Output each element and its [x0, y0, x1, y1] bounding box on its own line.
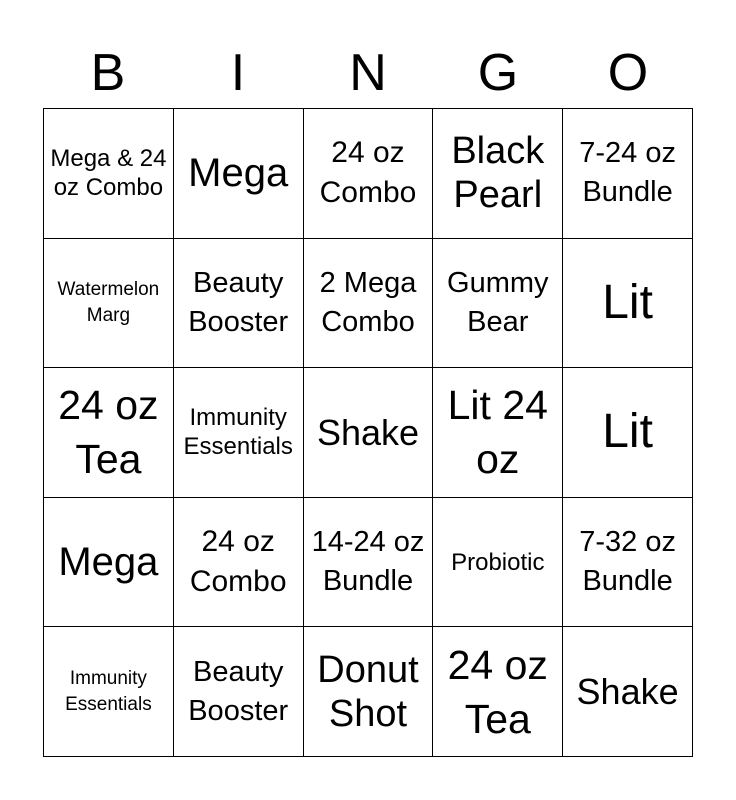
- cell-text: 24 oz Tea: [447, 641, 548, 742]
- cell-text: Shake: [316, 411, 420, 453]
- bingo-cell[interactable]: [44, 239, 174, 369]
- cell-text: Watermelon Marg: [57, 278, 160, 326]
- bingo-header: [43, 38, 693, 108]
- header-letter-b: B: [90, 44, 126, 102]
- bingo-cell[interactable]: [304, 239, 434, 369]
- cell-text: Lit: [602, 275, 653, 329]
- cell-text: Lit: [602, 405, 653, 459]
- bingo-board: [43, 108, 693, 757]
- header-letter-i: I: [230, 44, 246, 102]
- cell-text: 2 Mega Combo: [319, 266, 417, 338]
- cell-text: Beauty Booster: [188, 266, 289, 338]
- cell-text: 24 oz Combo: [189, 525, 287, 599]
- bingo-cell[interactable]: [563, 239, 693, 369]
- cell-text: Beauty Booster: [188, 655, 289, 727]
- bingo-cell[interactable]: [44, 627, 174, 757]
- cell-text: Shake: [576, 671, 679, 713]
- cell-text: 14-24 oz Bundle: [311, 526, 425, 598]
- cell-text: Gummy Bear: [447, 266, 549, 338]
- bingo-cell[interactable]: [174, 239, 304, 369]
- bingo-cell[interactable]: [433, 239, 563, 369]
- cell-text: 7-32 oz Bundle: [579, 526, 676, 598]
- cell-text: Mega & 24 oz Combo: [50, 145, 167, 202]
- bingo-cell[interactable]: [304, 368, 434, 498]
- cell-text: Mega: [58, 540, 159, 585]
- cell-text: 24 oz Tea: [58, 382, 159, 483]
- bingo-cell[interactable]: [44, 368, 174, 498]
- bingo-cell[interactable]: [563, 498, 693, 628]
- bingo-cell[interactable]: [304, 498, 434, 628]
- bingo-cell[interactable]: [44, 109, 174, 239]
- bingo-cell[interactable]: [433, 498, 563, 628]
- bingo-cell[interactable]: [304, 109, 434, 239]
- cell-text: 24 oz Combo: [319, 136, 417, 210]
- bingo-cell[interactable]: [433, 109, 563, 239]
- bingo-cell[interactable]: [174, 627, 304, 757]
- bingo-cell[interactable]: [433, 627, 563, 757]
- bingo-cell[interactable]: [433, 368, 563, 498]
- bingo-cell[interactable]: [563, 627, 693, 757]
- cell-text: 7-24 oz Bundle: [579, 137, 676, 209]
- cell-text: Immunity Essentials: [65, 667, 152, 715]
- bingo-cell[interactable]: [304, 627, 434, 757]
- cell-text: Lit 24 oz: [447, 382, 548, 483]
- header-letter-g: G: [477, 44, 519, 102]
- cell-text: Donut Shot: [317, 648, 419, 735]
- bingo-cell[interactable]: [44, 498, 174, 628]
- bingo-cell[interactable]: [563, 368, 693, 498]
- cell-text: Mega: [188, 151, 289, 196]
- cell-text: Probiotic: [451, 548, 545, 576]
- header-letter-n: N: [349, 44, 387, 102]
- header-letter-o: O: [607, 44, 649, 102]
- bingo-cell[interactable]: [174, 498, 304, 628]
- cell-text: Black Pearl: [451, 130, 545, 217]
- bingo-cell[interactable]: [174, 109, 304, 239]
- cell-text: Immunity Essentials: [183, 404, 293, 461]
- bingo-cell[interactable]: [174, 368, 304, 498]
- bingo-cell[interactable]: [563, 109, 693, 239]
